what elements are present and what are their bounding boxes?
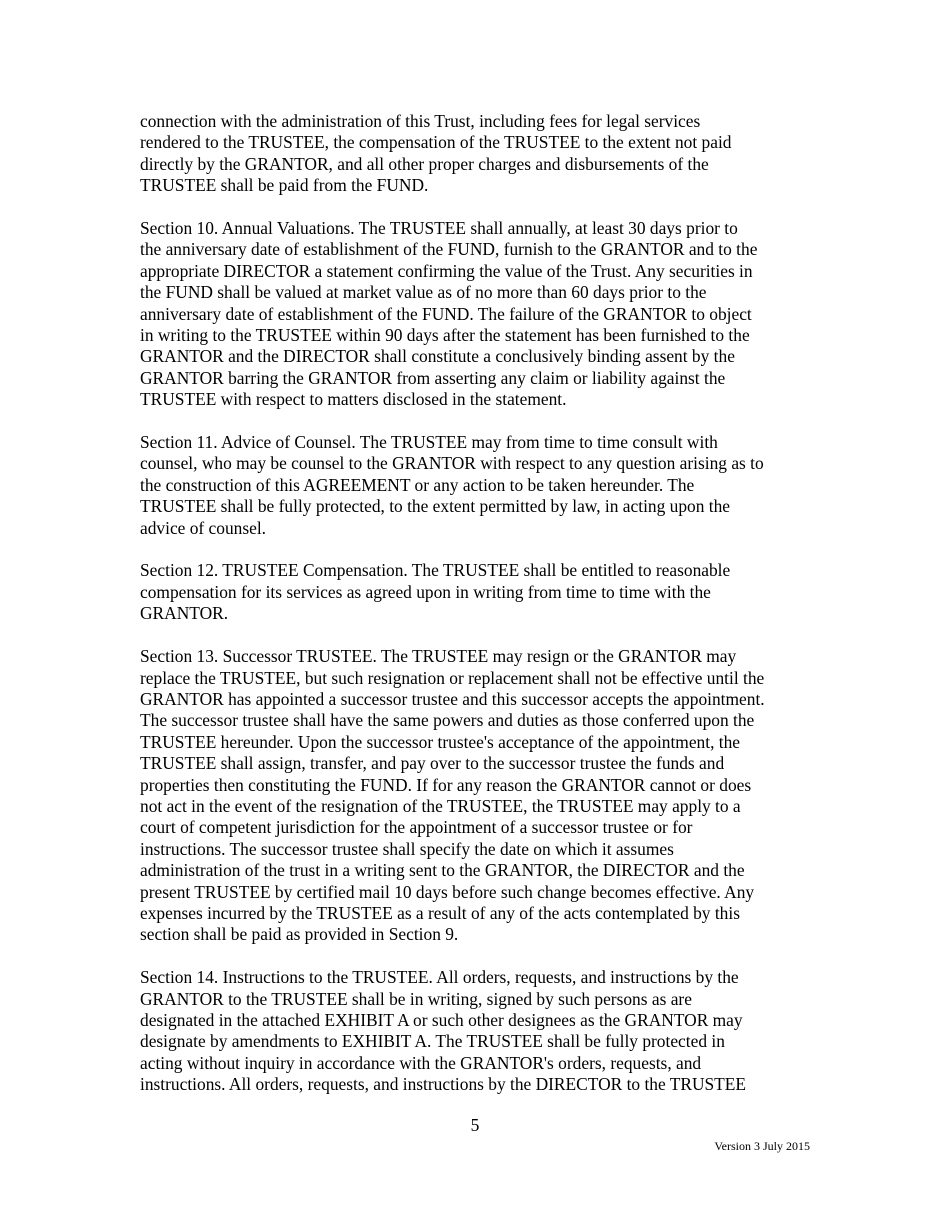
text-line: the construction of this AGREEMENT or any action to be taken hereunder. The <box>140 474 695 495</box>
text-line: Section 13. Successor TRUSTEE. The TRUSTEE may resign or the GRANTOR may <box>140 646 737 667</box>
text-line: designated in the attached EXHIBIT A or such other designees as the GRANTOR may <box>140 1009 743 1030</box>
text-line: instructions. The successor trustee shall specify the date on which it assumes <box>140 838 674 859</box>
text-line: GRANTOR and the DIRECTOR shall constitute a conclusively binding assent by the <box>140 346 735 367</box>
text-line: Section 12. TRUSTEE Compensation. The TRUSTEE shall be entitled to reasonable <box>140 560 731 581</box>
text-line: GRANTOR has appointed a successor trustee and this successor accepts the appointment. <box>140 688 765 709</box>
text-line: administration of the trust in a writing sent to the GRANTOR, the DIRECTOR and the <box>140 860 745 881</box>
text-line: section shall be paid as provided in Section 9. <box>140 924 459 945</box>
text-line: Section 14. Instructions to the TRUSTEE. All orders, requests, and instructions by the <box>140 967 739 988</box>
text-line: acting without inquiry in accordance with the GRANTOR's orders, requests, and <box>140 1052 702 1073</box>
paragraph <box>140 432 815 539</box>
text-line: the anniversary date of establishment of the FUND, furnish to the GRANTOR and to the <box>140 239 758 260</box>
text-line: counsel, who may be counsel to the GRANTOR with respect to any question arising as to <box>140 453 764 474</box>
version-label: Version 3 July 2015 <box>714 1139 810 1153</box>
text-line: court of competent jurisdiction for the appointment of a successor trustee or for <box>140 817 693 838</box>
text-line: TRUSTEE with respect to matters disclosed in the statement. <box>140 389 567 410</box>
text-line: anniversary date of establishment of the FUND. The failure of the GRANTOR to object <box>140 303 752 324</box>
text-line: instructions. All orders, requests, and instructions by the DIRECTOR to the TRUSTEE <box>140 1074 747 1095</box>
text-line: GRANTOR to the TRUSTEE shall be in writing, signed by such persons as are <box>140 988 692 1009</box>
text-line: rendered to the TRUSTEE, the compensation of the TRUSTEE to the extent not paid <box>140 132 732 153</box>
text-line: properties then constituting the FUND. If for any reason the GRANTOR cannot or does <box>140 774 752 795</box>
text-line: compensation for its services as agreed upon in writing from time to time with the <box>140 581 711 602</box>
text-line: appropriate DIRECTOR a statement confirming the value of the Trust. Any securities in <box>140 260 753 281</box>
page-number: 5 <box>470 1115 480 1135</box>
text-line: the FUND shall be valued at market value as of no more than 60 days prior to the <box>140 282 707 303</box>
text-line: Section 10. Annual Valuations. The TRUSTEE shall annually, at least 30 days prior to <box>140 218 738 239</box>
text-line: TRUSTEE shall assign, transfer, and pay over to the successor trustee the funds and <box>140 753 725 774</box>
text-line: not act in the event of the resignation of the TRUSTEE, the TRUSTEE may apply to a <box>140 795 741 816</box>
text-line: directly by the GRANTOR, and all other proper charges and disbursements of the <box>140 153 709 174</box>
text-line: designate by amendments to EXHIBIT A. The TRUSTEE shall be fully protected in <box>140 1031 725 1052</box>
paragraph <box>140 111 815 197</box>
text-line: GRANTOR barring the GRANTOR from asserting any claim or liability against the <box>140 367 726 388</box>
text-line: replace the TRUSTEE, but such resignation or replacement shall not be effective until the <box>140 667 765 688</box>
text-line: expenses incurred by the TRUSTEE as a result of any of the acts contemplated by this <box>140 902 740 923</box>
text-line: The successor trustee shall have the same powers and duties as those conferred upon the <box>140 710 755 731</box>
paragraph <box>140 646 815 946</box>
text-line: TRUSTEE hereunder. Upon the successor trustee's acceptance of the appointment, the <box>140 731 741 752</box>
paragraph <box>140 218 815 411</box>
paragraph <box>140 967 815 1095</box>
text-line: in writing to the TRUSTEE within 90 days after the statement has been furnished to the <box>140 325 750 346</box>
text-line: TRUSTEE shall be fully protected, to the extent permitted by law, in acting upon the <box>140 496 731 517</box>
text-line: advice of counsel. <box>140 517 267 538</box>
text-line: Section 11. Advice of Counsel. The TRUSTEE may from time to time consult with <box>140 432 718 453</box>
text-line: present TRUSTEE by certified mail 10 days before such change becomes effective. Any <box>140 881 755 902</box>
text-line: TRUSTEE shall be paid from the FUND. <box>140 175 429 196</box>
document-body <box>140 111 815 1117</box>
paragraph <box>140 560 815 624</box>
text-line: connection with the administration of this Trust, including fees for legal services <box>140 111 701 131</box>
text-line: GRANTOR. <box>140 603 229 624</box>
